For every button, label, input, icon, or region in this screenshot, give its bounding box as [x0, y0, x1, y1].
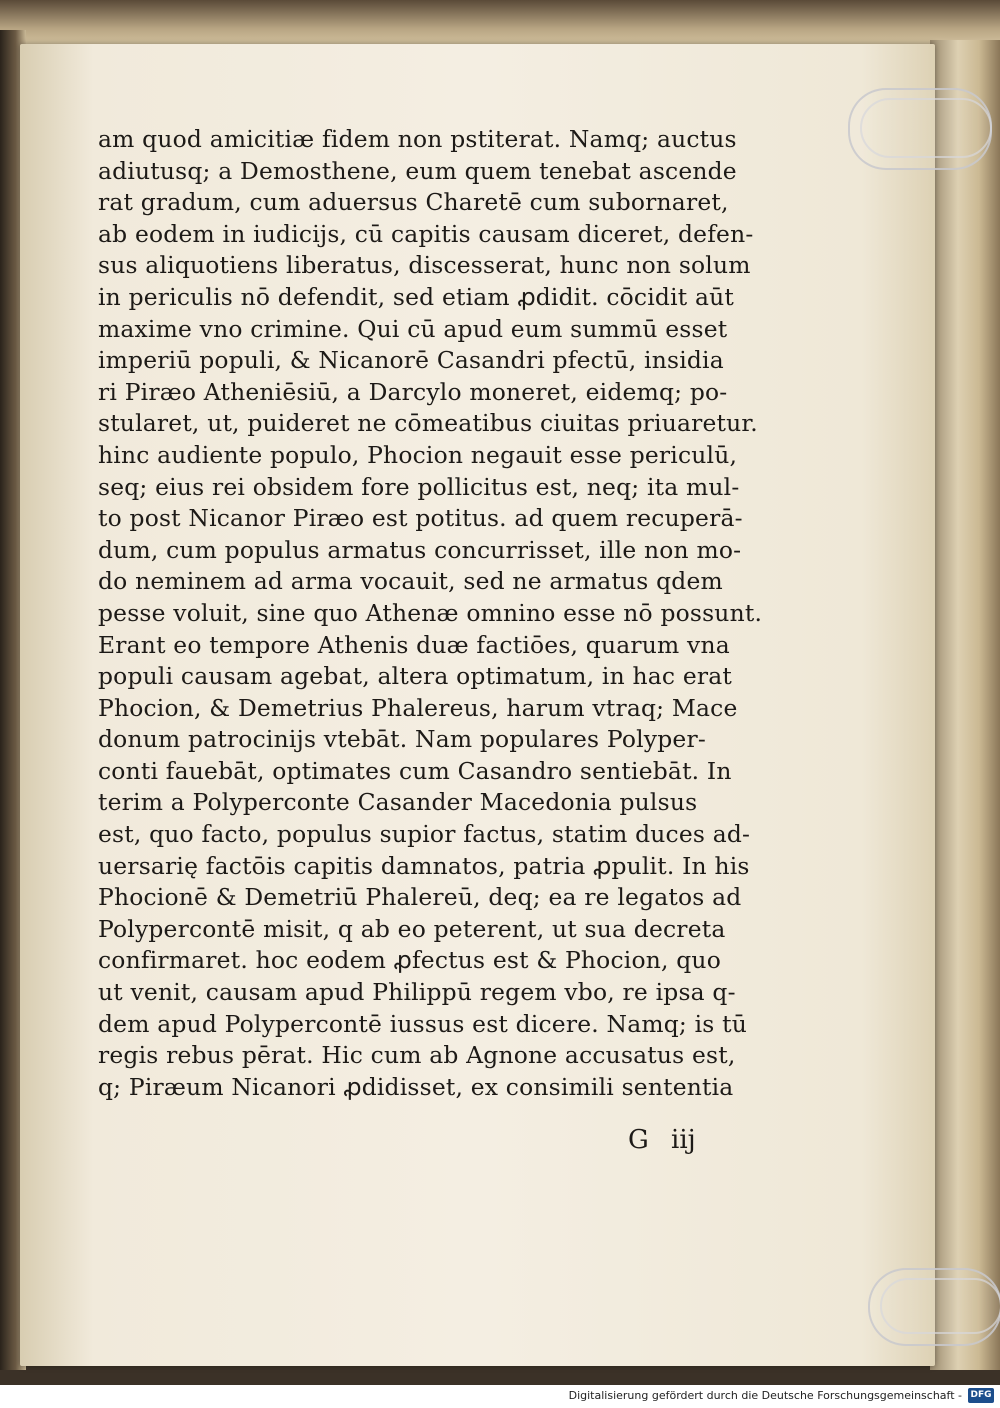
text-line: maxime vno crimine. Qui cū apud eum summū esset	[98, 314, 728, 343]
page-clip-icon	[848, 88, 992, 170]
text-line: adiutusq; a Demosthene, eum quem tenebat ascende	[98, 156, 737, 185]
text-line: pesse voluit, sine quo Athenæ omnino esse nō possunt.	[98, 598, 763, 627]
text-line: conti fauebāt, optimates cum Casandro sentiebāt. In	[98, 756, 732, 785]
text-line: ab eodem in iudicijs, cū capitis causam diceret, defen-	[98, 219, 754, 248]
text-line: hinc audiente populo, Phocion negauit esse periculū,	[98, 440, 738, 469]
text-line: Erant eo tempore Athenis duæ factiōes, quarum vna	[98, 630, 730, 659]
page-clip-inner	[880, 1278, 1000, 1334]
text-line: confirmaret. hoc eodem ꝓfectus est & Phocion, quo	[98, 946, 721, 975]
text-line: uersarię factōis capitis damnatos, patria ꝓpulit. In his	[98, 851, 750, 880]
text-line: stularet, ut, puideret ne cōmeatibus ciuitas priuaretur.	[98, 409, 758, 438]
text-line: est, quo facto, populus supior factus, statim duces ad-	[98, 820, 751, 849]
text-line: regis rebus pērat. Hic cum ab Agnone accusatus est,	[98, 1041, 736, 1070]
text-line: donum patrocinijs vtebāt. Nam populares Polyper-	[98, 725, 706, 754]
text-line: to post Nicanor Piræo est potitus. ad quem recuperā-	[98, 504, 743, 533]
gathering-signature: G iij	[628, 1125, 696, 1155]
text-line: Phocion, & Demetrius Phalereus, harum vtraq; Mace	[98, 693, 738, 722]
text-line: seq; eius rei obsidem fore pollicitus est, neq; ita mul-	[98, 472, 740, 501]
text-line: ut venit, causam apud Philippū regem vbo, re ipsa q-	[98, 978, 736, 1007]
footer-bar	[0, 1385, 1000, 1408]
text-line: in periculis nō defendit, sed etiam ꝓdidit. cōcidit aūt	[98, 282, 735, 311]
page-text-block	[98, 124, 768, 1103]
text-line: q; Piræum Nicanori ꝓdidisset, ex consimili sententia	[98, 1072, 734, 1101]
book-fore-edge	[930, 40, 1000, 1370]
text-line: Polypercontē misit, q ab eo peterent, ut sua decreta	[98, 914, 726, 943]
text-line: do neminem ad arma vocauit, sed ne armatus qdem	[98, 567, 723, 596]
text-line: dem apud Polypercontē iussus est dicere. Namq; is tū	[98, 1009, 748, 1038]
text-line: Phocionē & Demetriū Phalereū, deq; ea re legatos ad	[98, 883, 742, 912]
text-line: populi causam agebat, altera optimatum, in hac erat	[98, 662, 733, 691]
text-line: sus aliquotiens liberatus, discesserat, hunc non solum	[98, 251, 751, 280]
dfg-logo-icon[interactable]: DFG	[968, 1388, 994, 1403]
text-line: am quod amicitiæ fidem non pstiterat. Namq; auctus	[98, 125, 737, 153]
page-clip-inner	[860, 98, 992, 158]
footer-credit: Digitalisierung gefördert durch die Deutsche Forschungsgemeinschaft -	[568, 1389, 962, 1402]
text-line: rat gradum, cum aduersus Charetē cum subornaret,	[98, 188, 729, 217]
text-line: terim a Polyperconte Casander Macedonia pulsus	[98, 788, 698, 817]
text-line: dum, cum populus armatus concurrisset, ille non mo-	[98, 535, 742, 564]
text-line: imperiū populi, & Nicanorē Casandri pfectū, insidia	[98, 346, 724, 375]
text-line: ri Piræo Atheniēsiū, a Darcylo moneret, eidemq; po-	[98, 377, 728, 406]
page-clip-icon	[868, 1268, 1000, 1346]
book-top-edge	[0, 0, 1000, 48]
